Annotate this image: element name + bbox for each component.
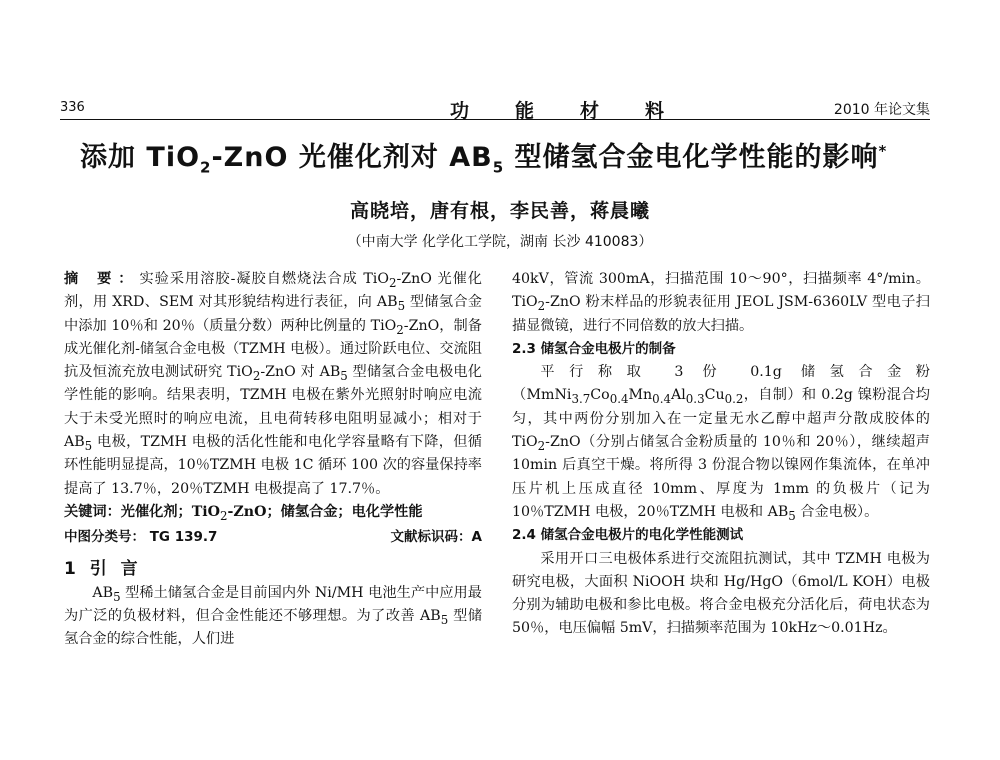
page-number: 336: [60, 100, 85, 115]
keywords: 关键词：光催化剂；TiO$_2$-ZnO；储氢合金；电化学性能: [64, 503, 423, 523]
paper-title: 添加 TiO$_2$-ZnO 光催化剂对 $AB_5$ 型储氢合金电化学性能的影响*: [80, 142, 888, 177]
classification-row: [64, 526, 482, 550]
affiliation: （中南大学 化学化工学院，湖南 长沙 410083）: [347, 234, 653, 250]
journal-name: 功能材料: [450, 100, 711, 122]
subsection-heading-2-3: 2.3 储氢合金电极片的制备: [512, 340, 676, 357]
abstract: 摘 要：实验采用溶胶-凝胶自燃烧法合成 TiO$_2$-ZnO 光催化剂，用 XRD、SEM 对其形貌结构进行表征，向 $AB_5$ 型储氢合金中添加 10％和 20％（质量分数）两种比例量的 TiO$_2$-ZnO，制备成光催化剂-储氢合金电极（TZMH 电极）。通过阶跃电位、交流阻抗及恒流充放电测试研究 TiO$_2$-ZnO 对 $AB_5$ 型储氢合金电极电化学性能的影响。结果表明，TZMH 电极在紫外光照射时响应电流大于未受光照时的响应电流，且电荷转移电阻明显减小；相对于 $AB_5$ 电极，TZMH 电极的活化性能和电化学容量略有下降，但循环性能明显提高，10％TZMH 电极 1C 循环 100 次的容量保持率提高了 13.7％，20％TZMH 电极提高了 17.7％。: [64, 271, 482, 497]
header-rule: [60, 119, 930, 120]
electrode-preparation-paragraph: 平行称取 3 份 0.1g 储氢合金粉（$MmNi_{3.7}Co_{0.4}Mn_{0.4}Al_{0.3}Cu_{0.2}$，自制）和 0.2g 镍粉混合均匀，其中两份分别加入在一定量无水乙醇中超声分散成胶体的 TiO$_2$-ZnO（分别占储氢合金粉质量的 10％和 20％），继续超声 10min 后真空干燥。将所得 3 份混合物以镍网作集流体，在单冲压片机上压成直径 10mm、厚度为 1mm 的负极片（记为 10％TZMH 电极，20％TZMH 电极和 $AB_5$ 合金电极）。: [512, 364, 930, 523]
issue-label: 2010 年论文集: [833, 102, 930, 118]
electrochemical-test-paragraph: 采用开口三电极体系进行交流阻抗测试，其中 TZMH 电极为研究电极，大面积 NiOOH 块和 Hg/HgO（6mol/L KOH）电极分别为辅助电极和参比电极。将合金电极充分活化后，荷电状态为 50％，电压偏幅 5mV，扫描频率范围为 10kHz～0.01Hz。: [512, 550, 930, 637]
abstract-label: 摘 要：: [64, 271, 140, 287]
document-code: 文献标识码：A: [390, 529, 482, 546]
method-continuation: 40kV，管流 300mA，扫描范围 10～90°，扫描频率 4°/min。TiO$_2$-ZnO 粉末样品的形貌表征用 JEOL JSM-6360LV 型电子扫描显微镜，进行不同倍数的放大扫描。: [512, 271, 930, 334]
introduction-paragraph: $AB_5$ 型稀土储氢合金是目前国内外 Ni/MH 电池生产中应用最为广泛的负极材料，但合金性能还不够理想。为了改善 $AB_5$ 型储氢合金的综合性能，人们进: [64, 584, 483, 648]
authors: 高晓培，唐有根，李民善，蒋晨曦: [349, 200, 650, 222]
left-column: [64, 268, 482, 651]
keywords-label: 关键词：: [64, 503, 121, 520]
classification-number: 中图分类号： TG 139.7: [64, 529, 218, 546]
right-column: [512, 268, 930, 641]
subsection-heading-2-4: 2.4 储氢合金电极片的电化学性能测试: [512, 527, 744, 544]
running-header: [60, 96, 930, 122]
section-heading-introduction: 1 引 言: [64, 559, 142, 580]
